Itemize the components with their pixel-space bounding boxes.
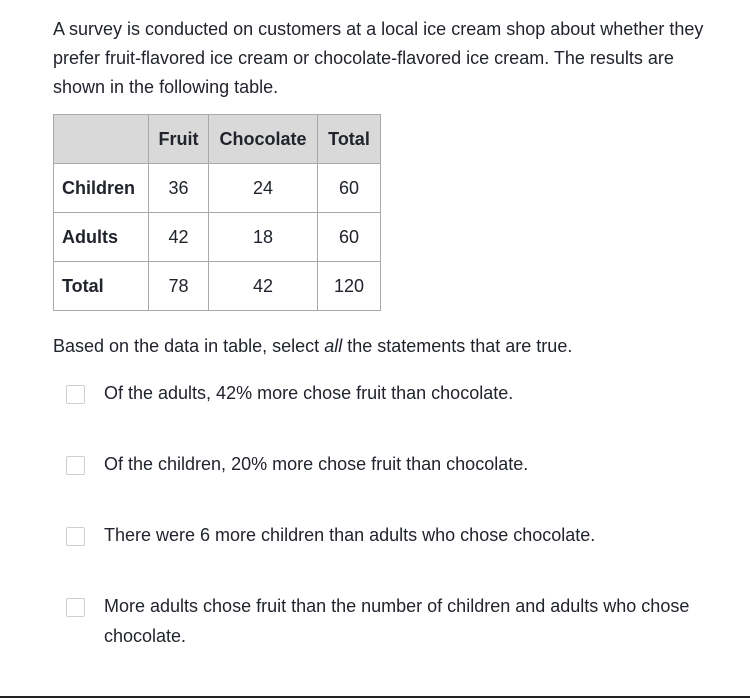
choice-2-checkbox[interactable] xyxy=(66,456,85,475)
table-cell: 42 xyxy=(209,262,318,311)
choice-3-checkbox[interactable] xyxy=(66,527,85,546)
choice-3-label[interactable]: There were 6 more children than adults who chose chocolate. xyxy=(104,525,596,545)
table-cell: 36 xyxy=(149,164,209,213)
table-cell: 78 xyxy=(149,262,209,311)
question-prompt xyxy=(53,332,572,361)
row-label: Adults xyxy=(54,213,149,262)
prompt-text-start: Based on the data in table, select xyxy=(53,336,325,356)
table-cell: 24 xyxy=(209,164,318,213)
table-cell: 120 xyxy=(318,262,381,311)
choice-4[interactable] xyxy=(66,591,706,651)
table-cell: 60 xyxy=(318,213,381,262)
answer-choices xyxy=(66,378,706,692)
table-cell: 42 xyxy=(149,213,209,262)
table-row-total xyxy=(54,262,381,311)
table-cell: 18 xyxy=(209,213,318,262)
row-label: Total xyxy=(54,262,149,311)
question-intro: A survey is conducted on customers at a local ice cream shop about whether they prefer fruit-flavored ice cream or chocolate-flavored ice cream. The results are shown in the following table. xyxy=(53,19,704,97)
choice-4-checkbox[interactable] xyxy=(66,598,85,617)
choice-2-label[interactable]: Of the children, 20% more chose fruit than chocolate. xyxy=(104,454,529,474)
choice-1-checkbox[interactable] xyxy=(66,385,85,404)
choice-1-label[interactable]: Of the adults, 42% more chose fruit than chocolate. xyxy=(104,383,514,403)
table-cell: 60 xyxy=(318,164,381,213)
table-row-adults xyxy=(54,213,381,262)
choice-2[interactable] xyxy=(66,449,706,479)
choice-4-label[interactable]: More adults chose fruit than the number of children and adults who chose chocolate. xyxy=(104,596,690,646)
choice-1[interactable] xyxy=(66,378,706,408)
prompt-text-end: the statements that are true. xyxy=(342,336,573,356)
table-row-children xyxy=(54,164,381,213)
column-header-fruit: Fruit xyxy=(149,115,209,164)
column-header-chocolate: Chocolate xyxy=(209,115,318,164)
table-corner-cell xyxy=(54,115,149,164)
row-label: Children xyxy=(54,164,149,213)
choice-3[interactable] xyxy=(66,520,706,550)
survey-results-table xyxy=(53,114,381,311)
prompt-emphasis: all xyxy=(324,336,343,356)
column-header-total: Total xyxy=(318,115,381,164)
table-header-row xyxy=(54,115,381,164)
